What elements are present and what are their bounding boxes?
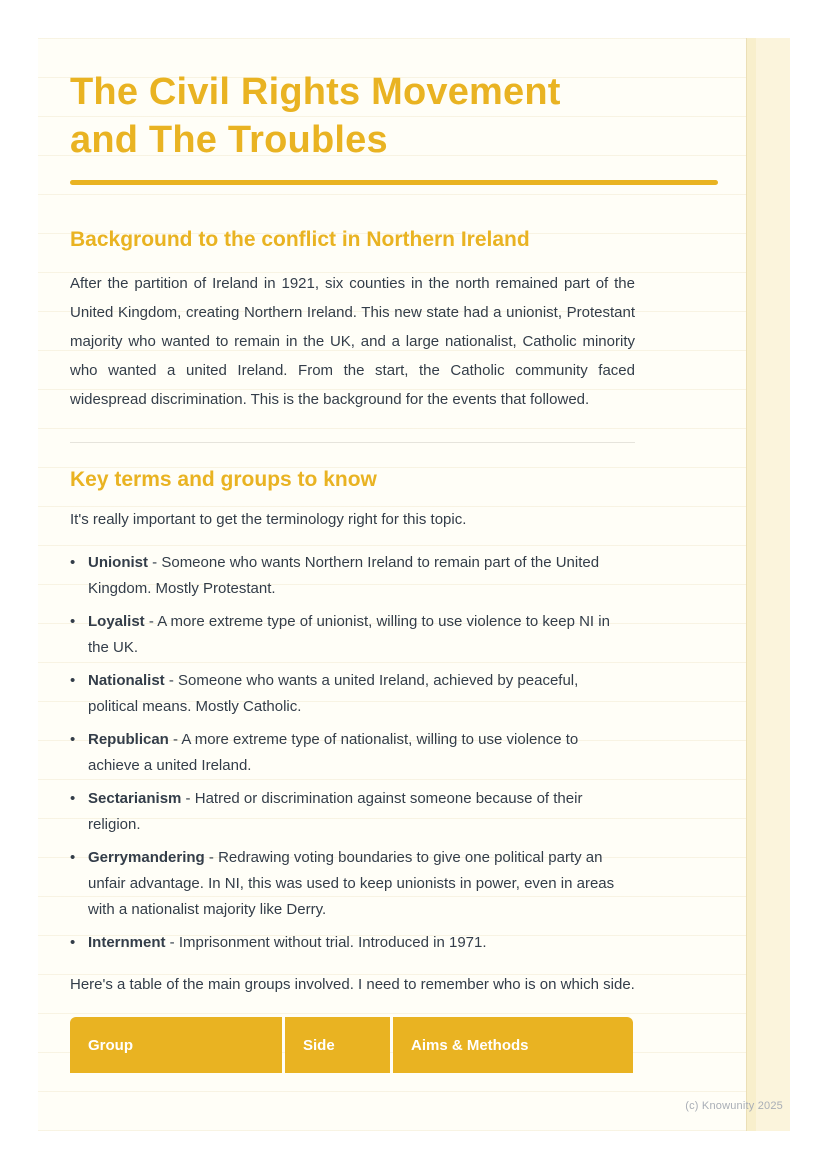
term-definition: Hatred or discrimination against someone because of their religion. xyxy=(88,790,583,833)
groups-table xyxy=(70,1017,633,1073)
page-title-line-2: and The Troubles xyxy=(70,119,388,161)
table-header-cell-group: Group xyxy=(70,1017,282,1073)
section-heading-key-terms: Key terms and groups to know xyxy=(70,468,377,491)
document-page xyxy=(38,38,790,1131)
bullet-icon: • xyxy=(70,731,76,748)
section-heading-background: Background to the conflict in Northern Ireland xyxy=(70,228,530,251)
title-underline-rule xyxy=(70,180,718,185)
term-separator: - xyxy=(165,934,179,951)
table-intro-paragraph: Here's a table of the main groups involved. I need to remember who is on which side. xyxy=(70,976,635,993)
term-definition: A more extreme type of nationalist, willing to use violence to achieve a united Ireland. xyxy=(88,731,579,774)
bullet-icon: • xyxy=(70,613,76,630)
term-separator: - xyxy=(144,613,158,630)
page-title-line-1: The Civil Rights Movement xyxy=(70,71,561,113)
term-label: Gerrymandering xyxy=(88,849,205,866)
bullet-icon: • xyxy=(70,672,76,689)
list-item xyxy=(70,786,632,838)
list-item xyxy=(70,609,632,661)
bullet-icon: • xyxy=(70,554,76,571)
list-item xyxy=(70,550,632,602)
term-definition: Someone who wants Northern Ireland to remain part of the United Kingdom. Mostly Protestant. xyxy=(88,554,600,597)
term-definition: Someone who wants a united Ireland, achieved by peaceful, political means. Mostly Catholic. xyxy=(88,672,579,715)
term-separator: - xyxy=(148,554,162,571)
list-item xyxy=(70,930,632,956)
term-text xyxy=(88,786,632,838)
term-separator: - xyxy=(181,790,195,807)
term-label: Loyalist xyxy=(88,613,145,630)
term-definition: A more extreme type of unionist, willing to use violence to keep NI in the UK. xyxy=(88,613,610,656)
term-text xyxy=(88,727,632,779)
term-separator: - xyxy=(204,849,219,866)
term-label: Republican xyxy=(88,731,169,748)
term-label: Nationalist xyxy=(88,672,165,689)
page-content xyxy=(70,68,718,1073)
bullet-icon: • xyxy=(70,934,76,951)
term-definition: Imprisonment without trial. Introduced in 1971. xyxy=(178,934,487,951)
term-separator: - xyxy=(168,731,182,748)
term-separator: - xyxy=(164,672,179,689)
term-label: Sectarianism xyxy=(88,790,182,807)
section-divider xyxy=(70,442,635,443)
term-label: Internment xyxy=(88,934,166,951)
term-text xyxy=(88,668,632,720)
term-label: Unionist xyxy=(88,554,148,571)
term-text xyxy=(88,845,632,923)
key-terms-intro: It's really important to get the terminology right for this topic. xyxy=(70,511,467,528)
notebook-margin-band xyxy=(746,38,790,1131)
term-text xyxy=(88,930,487,956)
page-title xyxy=(70,68,718,164)
bullet-icon: • xyxy=(70,790,76,807)
background-paragraph: After the partition of Ireland in 1921, six counties in the north remained part of the United Kingdom, creating Northern Ireland. This new state had a unionist, Protestant majority who wanted to remain in the UK, and a large nationalist, Catholic minority who wanted a united Ireland. From the start, the Catholic community faced widespread discrimination. This is the background for the events that followed. xyxy=(70,275,635,408)
term-text xyxy=(88,550,632,602)
table-header-row xyxy=(70,1017,633,1073)
list-item xyxy=(70,845,632,923)
watermark: (c) Knowunity 2025 xyxy=(685,1100,783,1112)
table-header-cell-aims: Aims & Methods xyxy=(393,1017,633,1073)
bullet-icon: • xyxy=(70,849,76,866)
table-header-cell-side: Side xyxy=(285,1017,390,1073)
terms-list xyxy=(70,550,632,956)
list-item xyxy=(70,727,632,779)
list-item xyxy=(70,668,632,720)
term-definition: Redrawing voting boundaries to give one political party an unfair advantage. In NI, this was used to keep unionists in power, even in areas with a nationalist majority like Derry. xyxy=(88,849,615,918)
term-text xyxy=(88,609,632,661)
